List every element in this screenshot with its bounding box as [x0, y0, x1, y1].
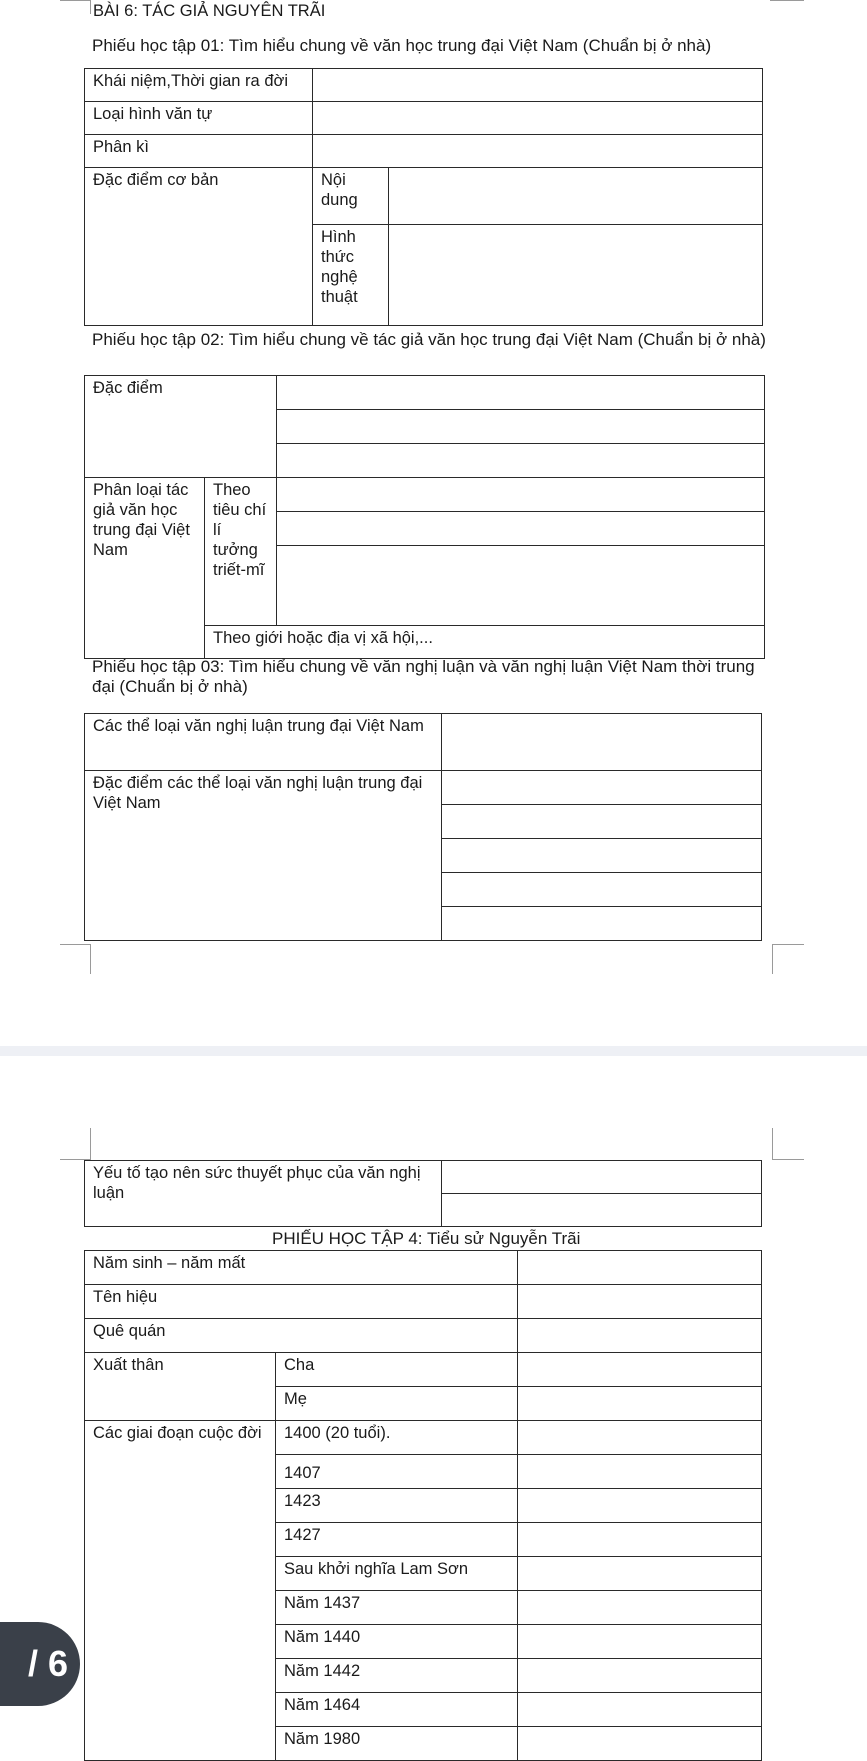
sheet1-answer-cell[interactable] — [389, 225, 763, 326]
sheet1-title: Phiếu học tập 01: Tìm hiểu chung về văn học trung đại Việt Nam (Chuẩn bị ở nhà) — [92, 36, 712, 55]
sheet3-label: Đặc điểm các thể loại văn nghị luận trung đại Việt Nam — [85, 771, 442, 941]
page-gap — [0, 1046, 867, 1056]
sheet4-year: 1427 — [276, 1523, 518, 1557]
sheet4-year: Sau khởi nghĩa Lam Sơn — [276, 1557, 518, 1591]
sheet4-answer-cell[interactable] — [518, 1353, 762, 1387]
sheet4-answer-cell[interactable] — [518, 1387, 762, 1421]
sheet3-answer-cell[interactable] — [442, 805, 762, 839]
sheet4-answer-cell[interactable] — [518, 1727, 762, 1761]
sheet4-answer-cell[interactable] — [518, 1557, 762, 1591]
sheet3-answer-cell[interactable] — [442, 1194, 762, 1227]
sheet1-answer-cell[interactable] — [313, 135, 763, 168]
sheet2-answer-cell[interactable] — [277, 410, 765, 444]
sheet4-year: Năm 1980 — [276, 1727, 518, 1761]
sheet3-answer-cell[interactable] — [442, 839, 762, 873]
sheet2-label: Theo giới hoặc địa vị xã hội,... — [205, 626, 765, 659]
sheet1-sub-label: Hình thức nghệ thuật — [313, 225, 389, 326]
sheet1-answer-cell[interactable] — [313, 102, 763, 135]
sheet2-label: Phân loại tác giả văn học trung đại Việt Nam — [85, 478, 205, 659]
sheet4-answer-cell[interactable] — [518, 1455, 762, 1489]
sheet3-label: Các thể loại văn nghị luận trung đại Việt Nam — [85, 714, 442, 771]
sheet3-title: Phiếu học tập 03: Tìm hiểu chung về văn nghị luận và văn nghị luận Việt Nam thời trung đại (Chuẩn bị ở nhà) — [92, 657, 755, 696]
sheet4-sub-label: Mẹ — [276, 1387, 518, 1421]
sheet2-answer-cell[interactable] — [277, 478, 765, 512]
margin-mark — [772, 1159, 804, 1161]
sheet2-label: Theo tiêu chí lí tưởng triết-mĩ — [205, 478, 277, 626]
sheet3-answer-cell[interactable] — [442, 873, 762, 907]
sheet4-answer-cell[interactable] — [518, 1659, 762, 1693]
margin-mark — [60, 944, 90, 946]
margin-mark — [770, 0, 804, 2]
margin-mark — [772, 1128, 774, 1160]
sheet3-answer-cell[interactable] — [442, 771, 762, 805]
sheet2-title: Phiếu học tập 02: Tìm hiểu chung về tác giả văn học trung đại Việt Nam (Chuẩn bị ở nhà) — [92, 330, 766, 349]
sheet4-answer-cell[interactable] — [518, 1251, 762, 1285]
lesson-title: BÀI 6: TÁC GIẢ NGUYÊN TRÃI — [93, 2, 326, 20]
margin-mark — [60, 0, 90, 2]
sheet3-answer-cell[interactable] — [442, 714, 762, 771]
margin-mark — [772, 944, 774, 974]
sheet2-answer-cell[interactable] — [277, 376, 765, 410]
sheet4-answer-cell[interactable] — [518, 1285, 762, 1319]
sheet4-year: 1407 — [276, 1455, 518, 1489]
sheet1-table — [84, 68, 763, 326]
sheet4-answer-cell[interactable] — [518, 1591, 762, 1625]
sheet3-table — [84, 713, 762, 941]
sheet4-answer-cell[interactable] — [518, 1489, 762, 1523]
margin-mark — [90, 944, 92, 974]
sheet4-year: Năm 1464 — [276, 1693, 518, 1727]
sheet4-label: Các giai đoạn cuộc đời — [85, 1421, 276, 1761]
sheet4-answer-cell[interactable] — [518, 1693, 762, 1727]
sheet4-answer-cell[interactable] — [518, 1625, 762, 1659]
sheet4-answer-cell[interactable] — [518, 1523, 762, 1557]
sheet4-answer-cell[interactable] — [518, 1421, 762, 1455]
sheet4-label: Xuất thân — [85, 1353, 276, 1421]
sheet4-title: PHIẾU HỌC TẬP 4: Tiểu sử Nguyễn Trãi — [272, 1229, 581, 1248]
sheet3-label: Yếu tố tạo nên sức thuyết phục của văn nghị luận — [85, 1161, 442, 1227]
sheet4-label: Tên hiệu — [85, 1285, 518, 1319]
sheet4-answer-cell[interactable] — [518, 1319, 762, 1353]
sheet2-label: Đặc điểm — [85, 376, 277, 478]
margin-mark — [90, 0, 92, 14]
sheet4-year: Năm 1440 — [276, 1625, 518, 1659]
sheet2-answer-cell[interactable] — [277, 546, 765, 626]
sheet3-continued-table — [84, 1160, 762, 1227]
margin-mark — [772, 944, 804, 946]
sheet1-row-label: Đặc điểm cơ bản — [85, 168, 313, 326]
sheet4-label: Năm sinh – năm mất — [85, 1251, 518, 1285]
sheet3-answer-cell[interactable] — [442, 907, 762, 941]
sheet3-answer-cell[interactable] — [442, 1161, 762, 1194]
sheet2-answer-cell[interactable] — [277, 512, 765, 546]
sheet1-answer-cell[interactable] — [313, 69, 763, 102]
sheet4-sub-label: Cha — [276, 1353, 518, 1387]
sheet4-label: Quê quán — [85, 1319, 518, 1353]
sheet1-row-label: Loại hình văn tự — [85, 102, 313, 135]
sheet4-year: Năm 1437 — [276, 1591, 518, 1625]
sheet4-year: Năm 1442 — [276, 1659, 518, 1693]
sheet1-row-label: Khái niệm,Thời gian ra đời — [85, 69, 313, 102]
sheet4-table — [84, 1250, 762, 1761]
sheet4-year: 1400 (20 tuổi). — [276, 1421, 518, 1455]
sheet2-answer-cell[interactable] — [277, 444, 765, 478]
margin-mark — [90, 1128, 92, 1160]
document-page-2 — [0, 1056, 867, 1752]
sheet1-answer-cell[interactable] — [389, 168, 763, 225]
page-indicator[interactable]: / 6 — [0, 1622, 80, 1706]
sheet2-table — [84, 375, 765, 659]
sheet1-row-label: Phân kì — [85, 135, 313, 168]
sheet4-year: 1423 — [276, 1489, 518, 1523]
sheet1-sub-label: Nội dung — [313, 168, 389, 225]
